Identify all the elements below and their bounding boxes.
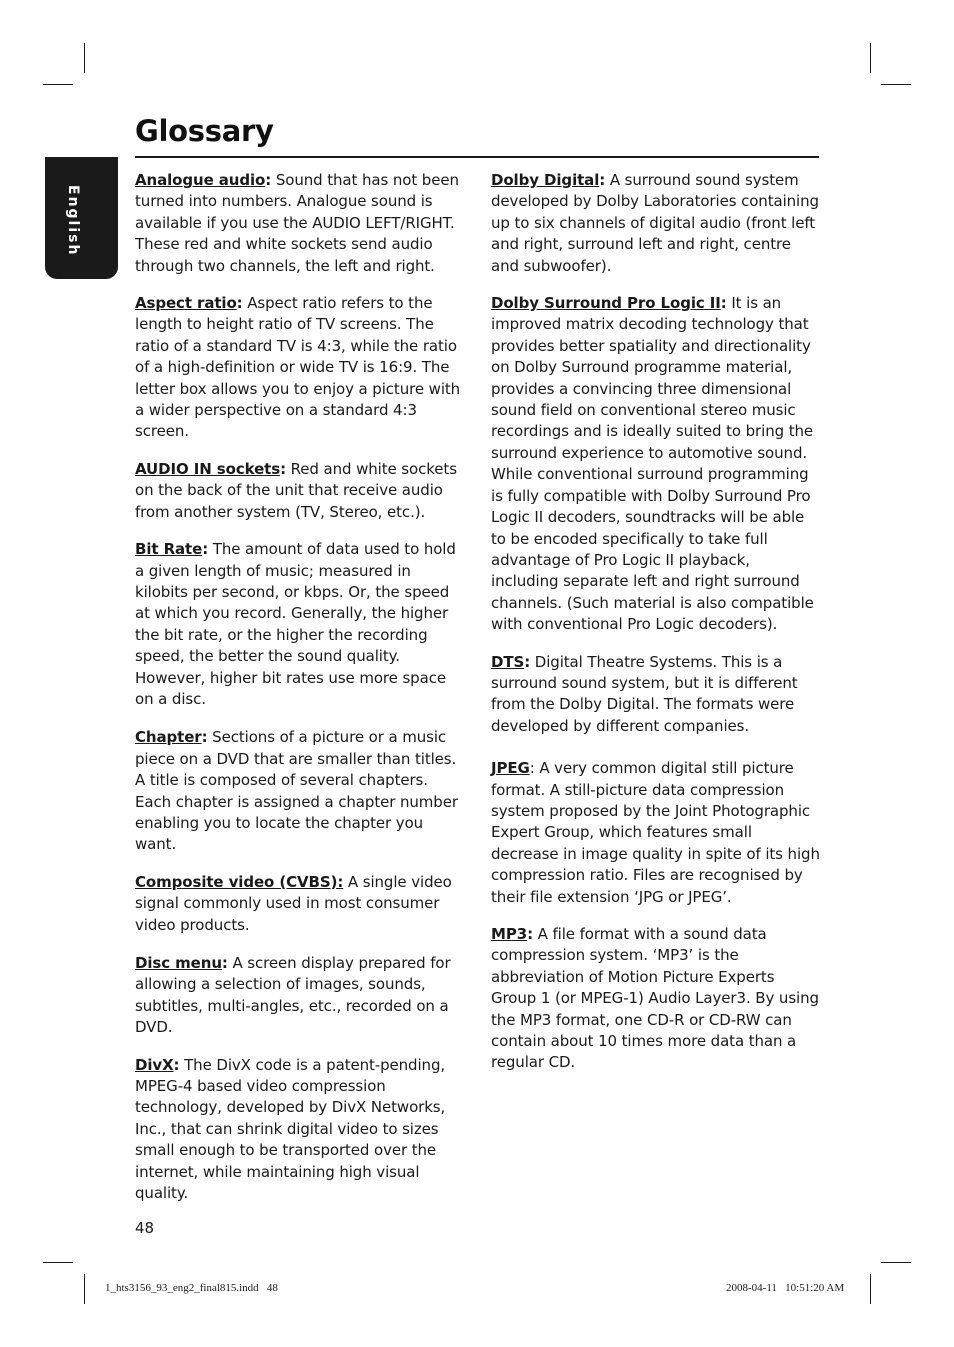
term-separator: :: [527, 925, 533, 943]
term-separator: :: [599, 171, 606, 189]
glossary-term: Aspect ratio: [135, 294, 237, 313]
term-separator: :: [265, 171, 272, 189]
footer-file-info: 1_hts3156_93_eng2_final815.indd 48: [105, 1282, 278, 1294]
glossary-definition: Digital Theatre Systems. This is a surround sound system, but it is different from the Dolby Digital. The formats were developed by different companies.: [491, 652, 798, 735]
title-rule: [135, 156, 819, 158]
glossary-term: Dolby Digital: [491, 171, 600, 189]
glossary-term: Bit Rate: [135, 540, 203, 559]
glossary-definition: A screen display prepared for allowing a selection of images, sounds, subtitles, multi-angles, etc., recorded on a DVD.: [135, 954, 451, 1037]
language-tab: [45, 157, 118, 279]
glossary-term: AUDIO IN sockets: [135, 459, 281, 478]
crop-mark: [84, 1274, 85, 1304]
crop-mark: [870, 43, 871, 73]
glossary-entry: [135, 872, 465, 936]
term-separator: :: [280, 459, 286, 478]
crop-mark: [43, 84, 73, 85]
footer-timestamp: 2008-04-11 10:51:20 AM: [726, 1282, 845, 1294]
glossary-entry: [491, 170, 821, 277]
glossary-definition: The amount of data used to hold a given length of music; measured in kilobits per second, or kbps. Or, the speed at which you record. Generally, the higher the bit rate, or the higher the recording speed, the better the sound quality. However, higher bit rates use more space on a disc.: [135, 540, 456, 708]
glossary-entry: [491, 652, 821, 738]
glossary-definition: A file format with a sound data compression system. ‘MP3’ is the abbreviation of Motion Picture Experts Group 1 (or MPEG-1) Audio Layer3. By using the MP3 format, one CD-R or CD-RW can contain about 10 times more data than a regular CD.: [491, 925, 819, 1072]
term-separator: :: [221, 954, 228, 972]
glossary-entry: [135, 727, 465, 855]
glossary-definition: A single video signal commonly used in most consumer video products.: [135, 872, 452, 934]
glossary-entry: [135, 170, 465, 277]
glossary-definition: The DivX code is a patent-pending, MPEG-4 based video compression technology, developed by DivX Networks, Inc., that can shrink digital video to sizes small enough to be transported over the internet, while maintaining high visual quality.: [135, 1055, 446, 1203]
glossary-entry: [135, 459, 465, 523]
crop-mark: [881, 84, 911, 85]
crop-mark: [43, 1262, 73, 1263]
term-separator: :: [720, 294, 727, 313]
glossary-term: Disc menu: [135, 954, 222, 972]
page-title: Glossary: [135, 114, 274, 148]
glossary-entry: [491, 924, 821, 1074]
glossary-term: DTS: [491, 652, 525, 671]
term-separator: :: [201, 728, 208, 747]
glossary-entry: [491, 293, 821, 636]
crop-mark: [881, 1262, 911, 1263]
glossary-term: Composite video (CVBS):: [135, 872, 344, 891]
crop-mark: [84, 43, 85, 73]
term-separator: :: [236, 294, 243, 313]
glossary-term: JPEG: [491, 759, 530, 778]
glossary-entry: [135, 539, 465, 710]
glossary-definition: Aspect ratio refers to the length to height ratio of TV screens. The ratio of a standard TV is 4:3, while the ratio of a high-definition or wide TV is 16:9. The letter box allows you to enjoy a picture with a wider perspective on a standard 4:3 screen.: [135, 294, 461, 441]
glossary-term: DivX: [135, 1055, 174, 1074]
glossary-term: Dolby Surround Pro Logic II: [491, 294, 721, 313]
glossary-definition: Red and white sockets on the back of the unit that receive audio from another system (TV, Stereo, etc.).: [135, 459, 457, 521]
glossary-entry: [491, 758, 821, 908]
glossary-column-left: [135, 170, 465, 1204]
glossary-entry: [135, 953, 465, 1039]
term-separator: :: [524, 652, 531, 671]
glossary-definition: : A very common digital still picture format. A still-picture data compression system proposed by the Joint Photographic Expert Group, which features small decrease in image quality in spite of its high compression ratio. Files are recognised by their file extension ‘JPG or JPEG’.: [491, 759, 820, 906]
glossary-term: Analogue audio: [135, 171, 266, 189]
glossary-definition: A surround sound system developed by Dolby Laboratories containing up to six channels of digital audio (front left and right, surround left and right, centre and subwoofer).: [491, 171, 819, 275]
term-separator: :: [173, 1055, 180, 1074]
glossary-entry: [135, 293, 465, 443]
glossary-definition: Sections of a picture or a music piece on a DVD that are smaller than titles. A title is composed of several chapters. Each chapter is assigned a chapter number enabling you to locate the chapter you want.: [135, 728, 458, 854]
glossary-definition: Sound that has not been turned into numbers. Analogue sound is available if you use the AUDIO LEFT/RIGHT. These red and white sockets send audio through two channels, the left and right.: [135, 171, 459, 275]
glossary-entry: [135, 1055, 465, 1205]
crop-mark: [870, 1274, 871, 1304]
glossary-term: MP3: [491, 925, 528, 943]
term-separator: :: [202, 540, 209, 559]
glossary-column-right: [491, 170, 821, 1074]
glossary-term: Chapter: [135, 728, 202, 747]
page-number: 48: [135, 1219, 155, 1237]
language-tab-label: English: [65, 185, 81, 257]
glossary-definition: It is an improved matrix decoding technology that provides better spatiality and directionality on Dolby Surround programme material, provides a convincing three dimensional sound field on conventional stereo music recordings and is ideally suited to bring the surround experience to automotive sound. While conventional surround programming is fully compatible with Dolby Surround Pro Logic II decoders, soundtracks will be able to be encoded specifically to take full advantage of Pro Logic II playback, including separate left and right surround channels. (Such material is also compatible with conventional Pro Logic decoders).: [491, 294, 814, 634]
